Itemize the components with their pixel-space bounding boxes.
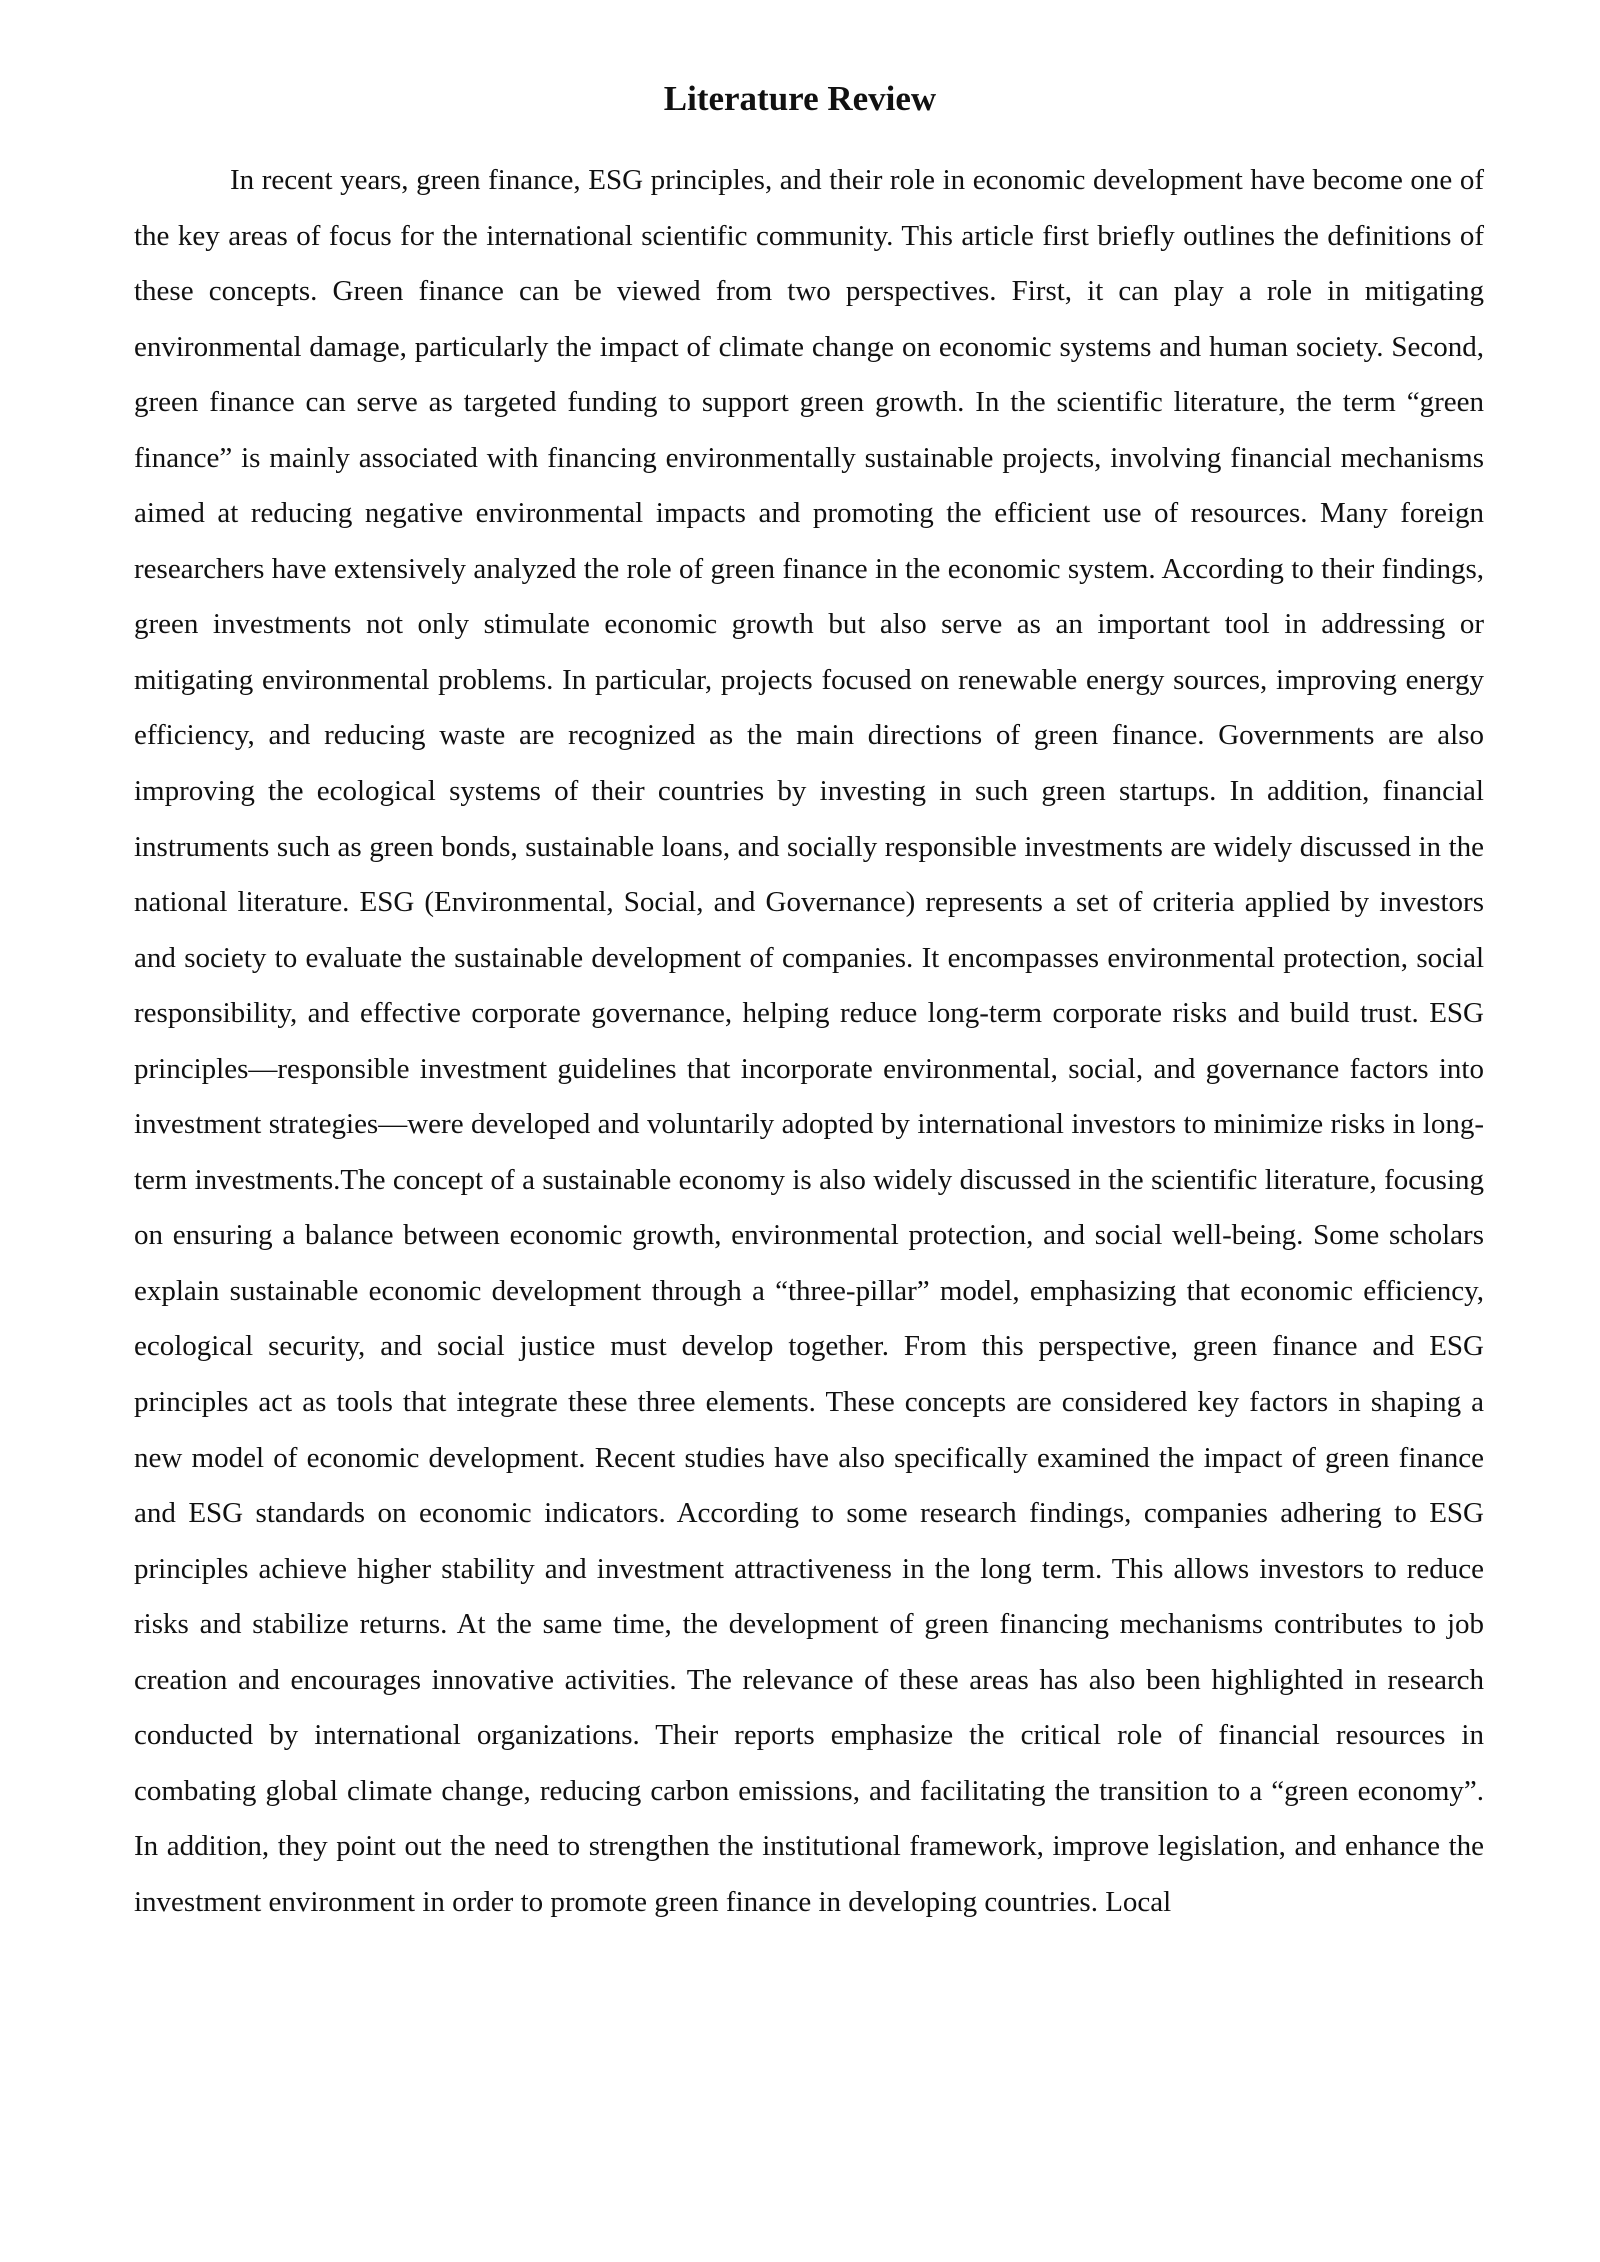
body-paragraph: In recent years, green finance, ESG principles, and their role in economic development have become one of the key areas of focus for the international scientific community. This article first briefly outlines the definitions of these concepts. Green finance can be viewed from two perspectives. First, it can play a role in mitigating environmental damage, particularly the impact of climate change on economic systems and human society. Second, green finance can serve as targeted funding to support green growth. In the scientific literature, the term “green finance” is mainly associated with financing environmentally sustainable projects, involving financial mechanisms aimed at reducing negative environmental impacts and promoting the efficient use of resources. Many foreign researchers have extensively analyzed the role of green finance in the economic system. According to their findings, green investments not only stimulate economic growth but also serve as an important tool in addressing or mitigating environmental problems. In particular, projects focused on renewable energy sources, improving energy efficiency, and reducing waste are recognized as the main directions of green finance. Governments are also improving the ecological systems of their countries by investing in such green startups. In addition, financial instruments such as green bonds, sustainable loans, and socially responsible investments are widely discussed in the national literature. ESG (Environmental, Social, and Governance) represents a set of criteria applied by investors and society to evaluate the sustainable development of companies. It encompasses environmental protection, social responsibility, and effective corporate governance, helping reduce long-term corporate risks and build trust. ESG principles—responsible investment guidelines that incorporate environmental, social, and governance factors into investment strategies—were developed and voluntarily adopted by international investors to minimize risks in long-term investments.The concept of a sustainable economy is also widely discussed in the scientific literature, focusing on ensuring a balance between economic growth, environmental protection, and social well-being. Some scholars explain sustainable economic development through a “three-pillar” model, emphasizing that economic efficiency, ecological security, and social justice must develop together. From this perspective, green finance and ESG principles act as tools that integrate these three elements. These concepts are considered key factors in shaping a new model of economic development. Recent studies have also specifically examined the impact of green finance and ESG standards on economic indicators. According to some research findings, companies adhering to ESG principles achieve higher stability and investment attractiveness in the long term. This allows investors to reduce risks and stabilize returns. At the same time, the development of green financing mechanisms contributes to job creation and encourages innovative activities. The relevance of these areas has also been highlighted in research conducted by international organizations. Their reports emphasize the critical role of financial resources in combating global climate change, reducing carbon emissions, and facilitating the transition to a “green economy”. In addition, they point out the need to strengthen the institutional framework, improve legislation, and enhance the investment environment in order to promote green finance in developing countries. Local — [134, 164, 1484, 1918]
page-title: Literature Review — [663, 79, 937, 118]
